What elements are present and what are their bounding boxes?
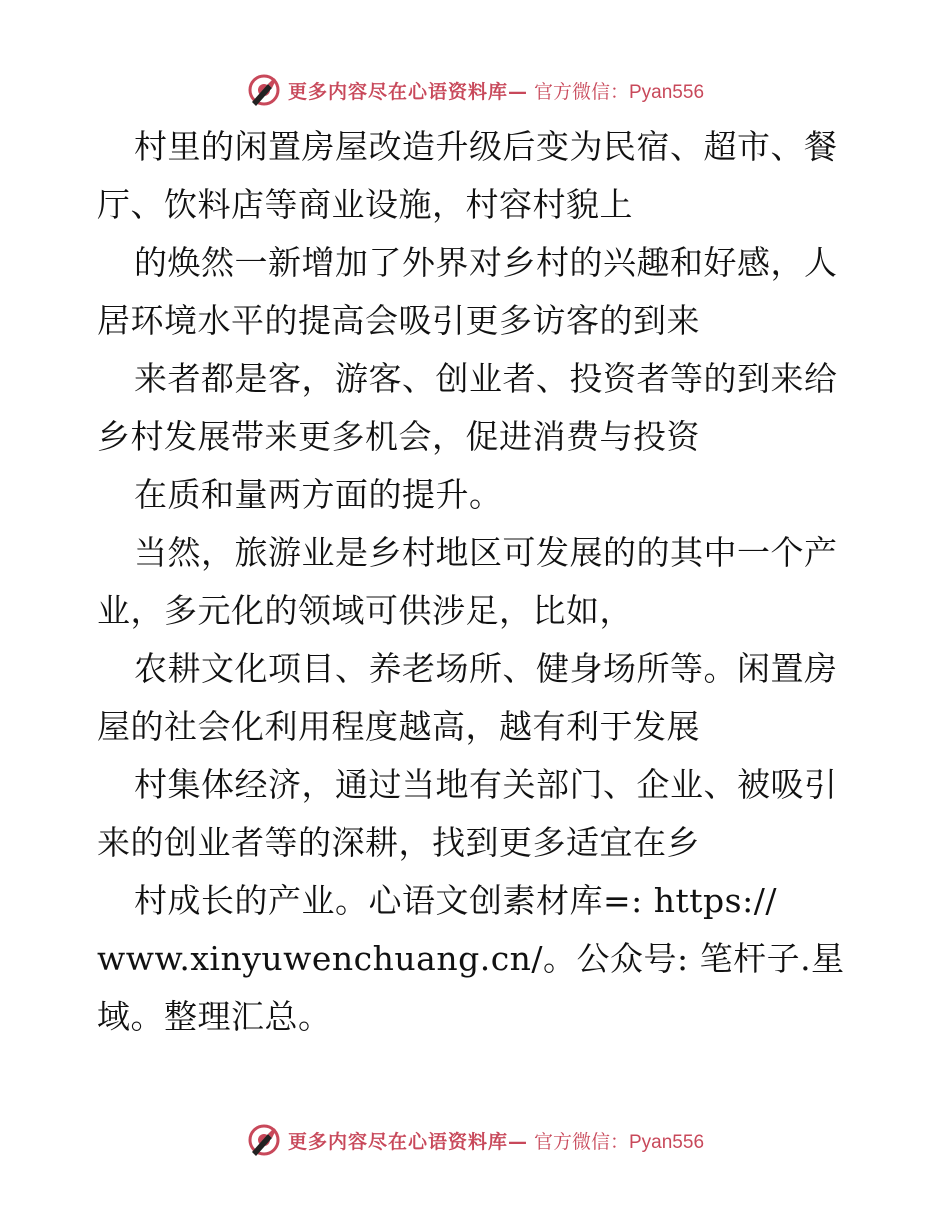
text-line: 农耕文化项目、养老场所、健身场所等。闲置房	[134, 649, 838, 688]
text-line: 屋的社会化利用程度越高，越有利于发展	[97, 707, 700, 746]
header-banner	[0, 70, 950, 110]
text-line: 域。整理汇总。	[97, 997, 332, 1036]
text-line: www.xinyuwenchuang.cn/。公众号: 笔杆子.星	[97, 939, 845, 978]
text-line: 村集体经济，通过当地有关部门、企业、被吸引	[134, 765, 838, 804]
text-line: 厅、饮料店等商业设施，村容村貌上	[97, 185, 633, 224]
text-line: 当然，旅游业是乡村地区可发展的的其中一个产	[134, 533, 838, 572]
text-line: 村里的闲置房屋改造升级后变为民宿、超市、餐	[134, 127, 838, 166]
text-line: 居环境水平的提高会吸引更多访客的到来	[97, 301, 700, 340]
text-line: 来的创业者等的深耕，找到更多适宜在乡	[97, 823, 700, 862]
banner-slogan: 更多内容尽在心语资料库—	[287, 1130, 528, 1153]
text-line: 来者都是客，游客、创业者、投资者等的到来给	[134, 359, 838, 398]
banner-slogan: 更多内容尽在心语资料库—	[287, 80, 528, 103]
pen-logo-icon	[246, 72, 282, 108]
text-line: 业，多元化的领域可供涉足，比如，	[97, 591, 633, 630]
text-line: 乡村发展带来更多机会，促进消费与投资	[97, 417, 700, 456]
text-line: 的焕然一新增加了外界对乡村的兴趣和好感，人	[134, 243, 838, 282]
banner-contact: 官方微信：Pyan556	[534, 81, 705, 103]
footer-banner	[0, 1120, 950, 1160]
text-line: 村成长的产业。心语文创素材库=: https://	[134, 881, 777, 920]
text-line: 在质和量两方面的提升。	[134, 475, 503, 514]
pen-logo-icon	[246, 1122, 282, 1158]
document-body	[97, 118, 857, 1046]
banner-contact: 官方微信：Pyan556	[534, 1131, 705, 1153]
